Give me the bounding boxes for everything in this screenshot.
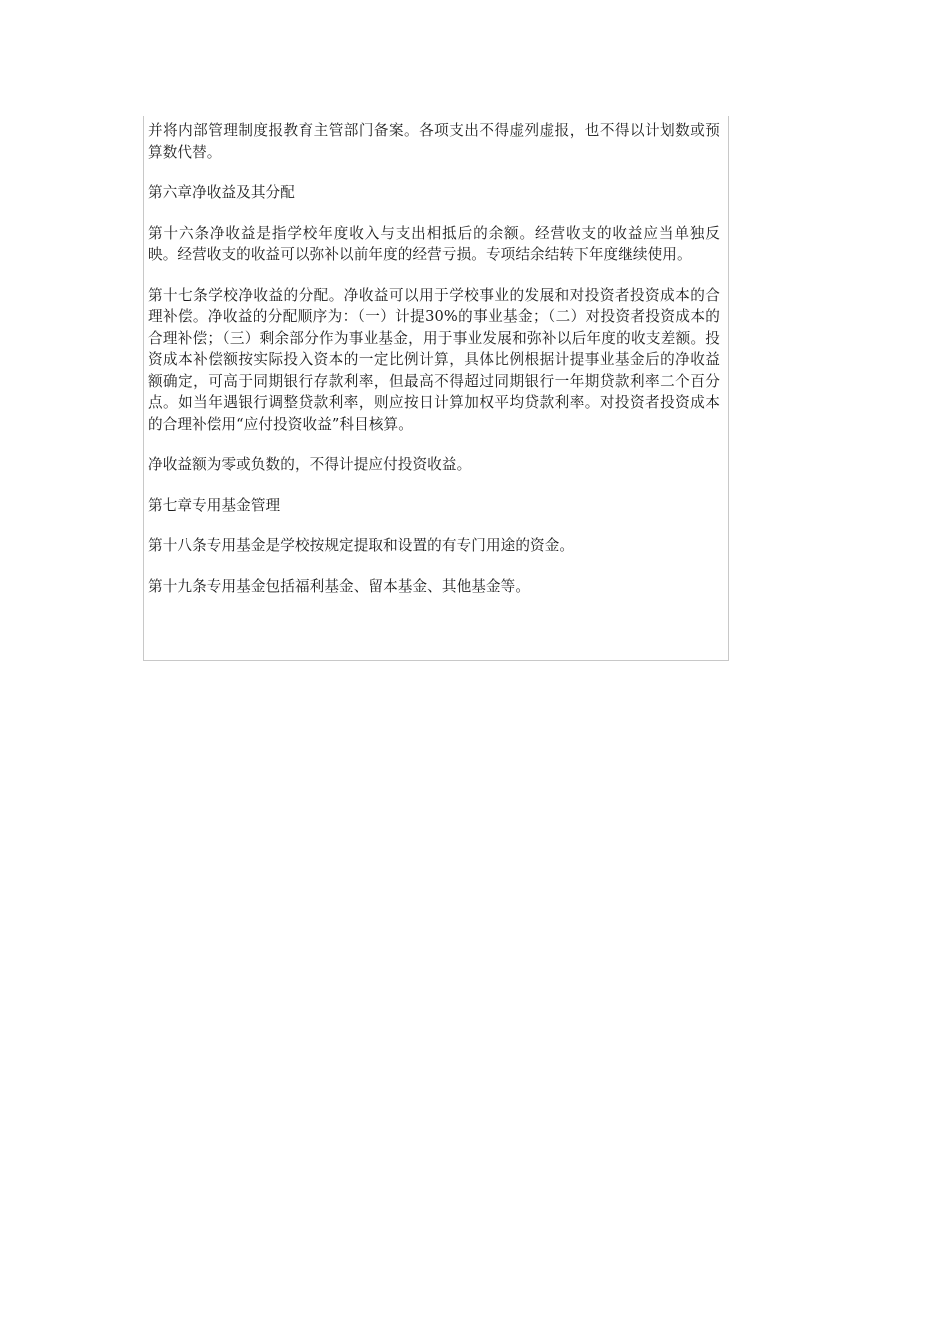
document-text-box (143, 116, 729, 661)
article-19-paragraph: 第十九条专用基金包括福利基金、留本基金、其他基金等。 (148, 577, 531, 595)
net-income-zero-paragraph: 净收益额为零或负数的，不得计提应付投资收益。 (148, 456, 472, 473)
chapter-6-heading: 第六章净收益及其分配 (148, 184, 295, 201)
article-16-paragraph: 第十六条净收益是指学校年度收入与支出相抵后的余额。经营收支的收益应当单独反映。经营收支的收益可以弥补以前年度的经营亏损。专项结余结转下年度继续使用。 (148, 224, 720, 263)
article-18-paragraph: 第十八条专用基金是学校按规定提取和设置的有专门用途的资金。 (148, 537, 575, 554)
paragraph-expenditure-rule: 并将内部管理制度报教育主管部门备案。各项支出不得虚列虚报，也不得以计划数或预算数代替。 (148, 122, 720, 161)
chapter-7-heading: 第七章专用基金管理 (148, 496, 281, 514)
article-17-paragraph: 第十七条学校净收益的分配。净收益可以用于学校事业的发展和对投资者投资成本的合理补偿。净收益的分配顺序为：（一）计提30%的事业基金；（二）对投资者投资成本的合理补偿；（三）剩余部分作为事业基金，用于事业发展和弥补以后年度的收支差额。投资成本补偿额按实际投入资本的一定比例计算，具体比例根据计提事业基金后的净收益额确定，可高于同期银行存款利率，但最高不得超过同期银行一年期贷款利率二个百分点。如当年遇银行调整贷款利率，则应按日计算加权平均贷款利率。对投资者投资成本的合理补偿用“应付投资收益”科目核算。 (148, 286, 720, 433)
